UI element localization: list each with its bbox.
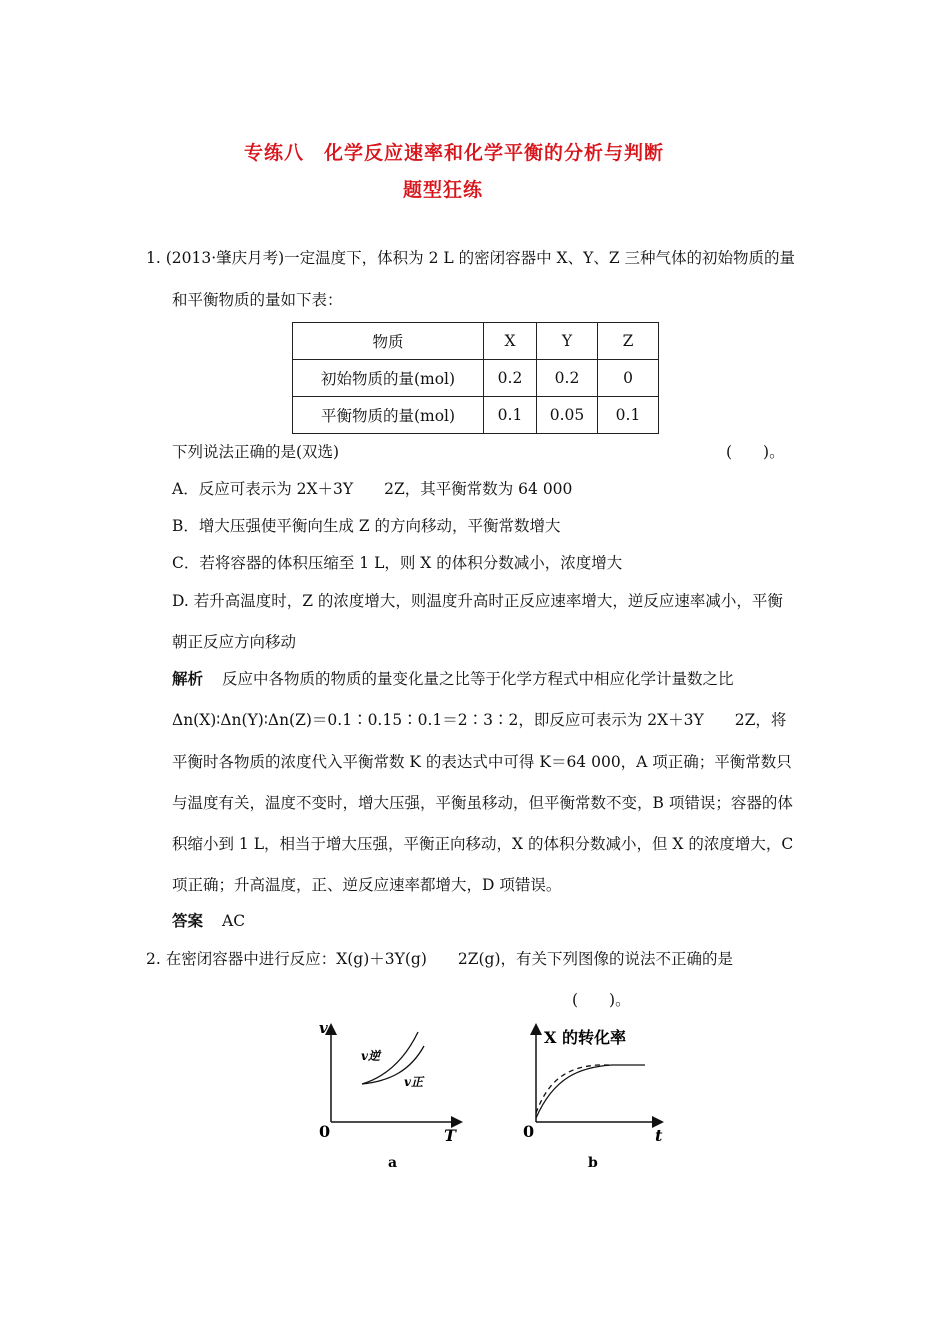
analysis-line: 积缩小到 1 L，相当于增大压强，平衡正向移动，X 的体积分数减小，但 X 的浓度增大，C (172, 835, 794, 853)
figure-caption: a (388, 1155, 398, 1171)
analysis-line: 反应中各物质的物质的量变化量之比等于化学方程式中相应化学计量数之比 (222, 670, 734, 688)
axis-label-x: T (444, 1126, 456, 1145)
q2-answer-bracket: ( )。 (572, 991, 631, 1009)
table-cell: 0.1 (598, 397, 659, 434)
q2-stem: 2. 在密闭容器中进行反应：X(g)＋3Y(g) 2Z(g)，有关下列图像的说法不正确的是 (146, 950, 734, 968)
data-table (292, 322, 659, 434)
table-cell: 0 (598, 360, 659, 397)
table-cell: 0.1 (484, 397, 537, 434)
table-header-cell: Y (537, 323, 598, 360)
q1-prompt: 下列说法正确的是(双选) (172, 443, 340, 461)
table-cell: 0.05 (537, 397, 598, 434)
analysis-line: Δn(X)∶Δn(Y)∶Δn(Z)＝0.1∶0.15∶0.1＝2∶3∶2，即反应可表示为 2X＋3Y 2Z，将 (172, 711, 787, 729)
q1-answer-bracket: ( )。 (726, 443, 785, 461)
answer-label: 答案 (172, 911, 204, 930)
analysis-label: 解析 (172, 669, 204, 688)
option-d-line1: D. 若升高温度时，Z 的浓度增大，则温度升高时正反应速率增大，逆反应速率减小，平衡 (172, 592, 783, 610)
page-title: 专练八 化学反应速率和化学平衡的分析与判断 (244, 142, 665, 164)
page-subtitle: 题型狂练 (403, 179, 484, 201)
curve-solid (536, 1065, 645, 1118)
analysis-line: 项正确；升高温度，正、逆反应速率都增大，D 项错误。 (172, 876, 562, 894)
q1-stem-line2: 和平衡物质的量如下表： (172, 291, 343, 309)
figure-a (300, 1015, 470, 1175)
axis-label-x: t (655, 1126, 663, 1145)
answer-value: AC (222, 912, 246, 930)
table-header-cell: X (484, 323, 537, 360)
table-row (293, 360, 659, 397)
option-d-line2: 朝正反应方向移动 (172, 633, 297, 651)
table-cell: 0.2 (537, 360, 598, 397)
curve-label: v正 (404, 1075, 423, 1089)
q1-stem-line1: 1. (2013·肇庆月考)一定温度下，体积为 2 L 的密闭容器中 X、Y、Z 三种气体的初始物质的量 (146, 249, 796, 267)
origin-label: 0 (523, 1122, 535, 1141)
analysis-line: 与温度有关，温度不变时，增大压强，平衡虽移动，但平衡常数不变，B 项错误；容器的体 (172, 794, 793, 812)
table-header-row (293, 323, 659, 360)
table-cell: 0.2 (484, 360, 537, 397)
curve-label: v逆 (361, 1049, 380, 1063)
table-cell: 初始物质的量(mol) (293, 360, 484, 397)
axis-label-y: X 的转化率 (544, 1028, 626, 1047)
table-header-cell: Z (598, 323, 659, 360)
analysis-line: 平衡时各物质的浓度代入平衡常数 K 的表达式中可得 K＝64 000，A 项正确；平衡常数只 (172, 753, 792, 771)
option-a: A．反应可表示为 2X＋3Y 2Z，其平衡常数为 64 000 (172, 480, 573, 498)
table-header-cell: 物质 (293, 323, 484, 360)
figure-caption: b (588, 1155, 598, 1171)
figure-b (500, 1015, 680, 1175)
table-row (293, 397, 659, 434)
axis-label-y: v (319, 1019, 328, 1037)
table-cell: 平衡物质的量(mol) (293, 397, 484, 434)
option-c: C．若将容器的体积压缩至 1 L，则 X 的体积分数减小，浓度增大 (172, 554, 623, 572)
option-b: B．增大压强使平衡向生成 Z 的方向移动，平衡常数增大 (172, 517, 561, 535)
curve-dashed (536, 1065, 612, 1113)
origin-label: 0 (319, 1122, 331, 1141)
